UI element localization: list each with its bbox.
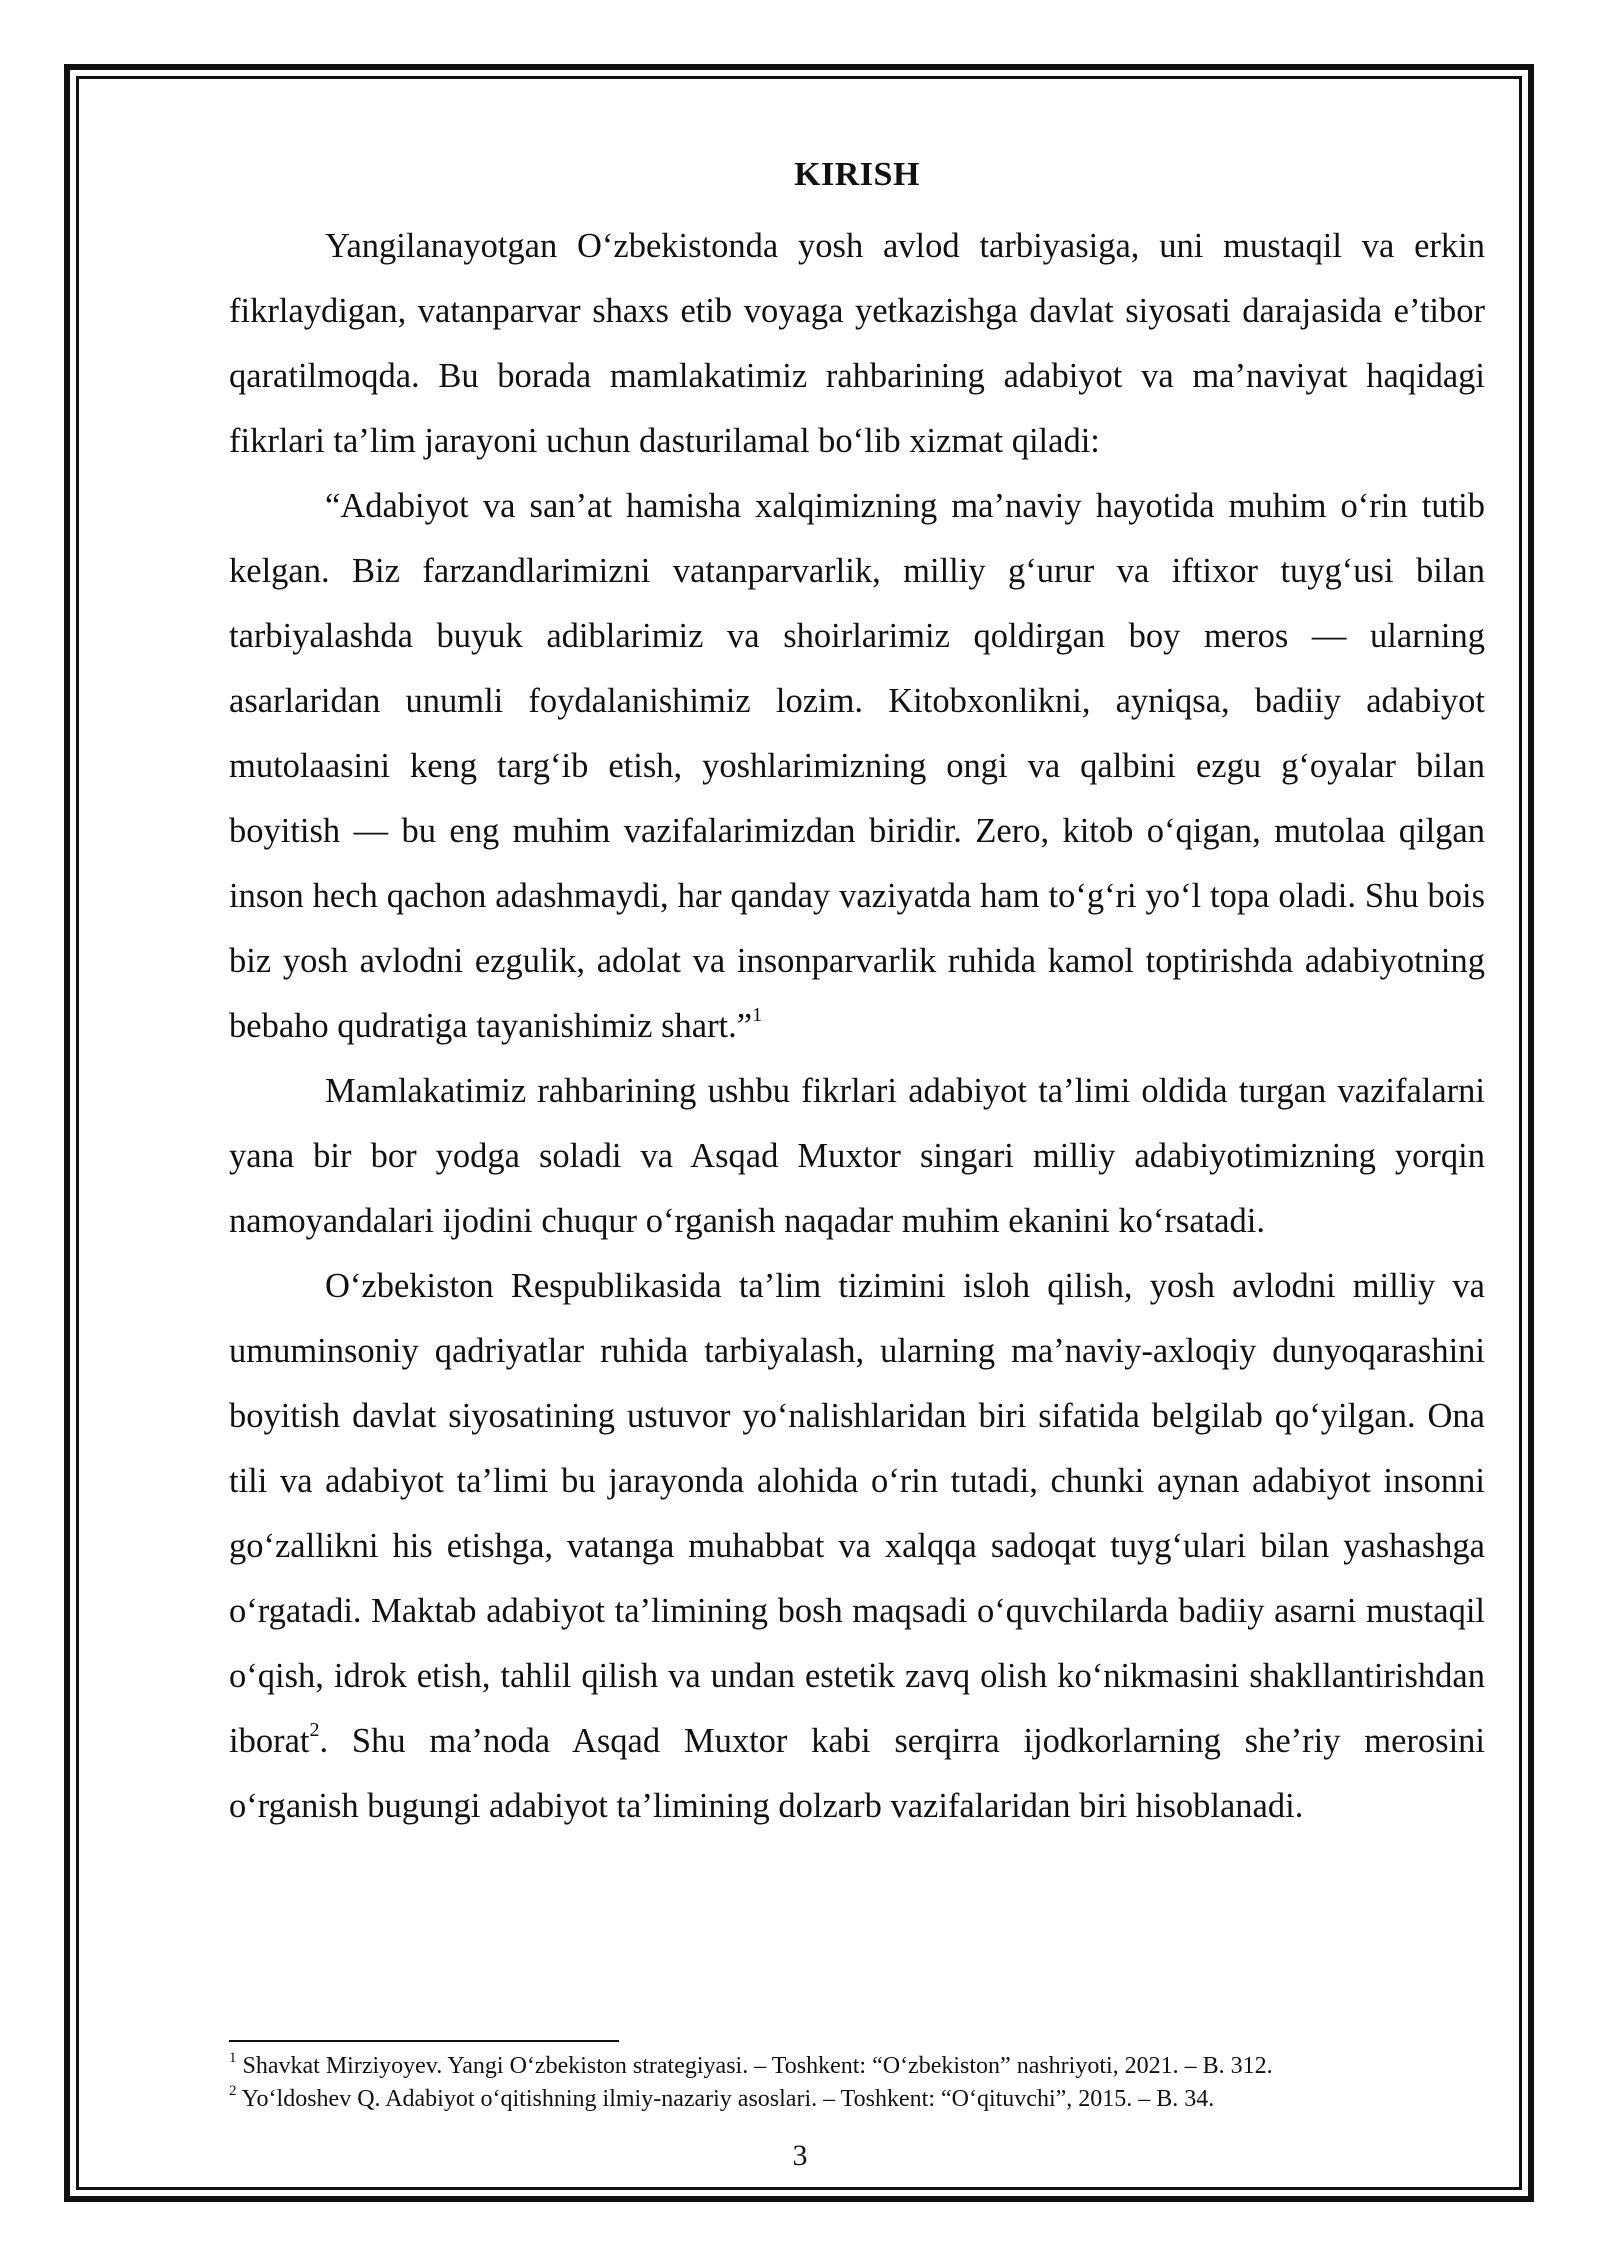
footnote-text: Shavkat Mirziyoyev. Yangi O‘zbekiston strategiyasi. – Toshkent: “O‘zbekiston” nashriyoti, 2021. – B. 312. bbox=[236, 2053, 1273, 2079]
footnote-2 bbox=[229, 2083, 1485, 2116]
footnotes bbox=[229, 2050, 1485, 2116]
paragraph-text: Yangilanayotgan O‘zbekistonda yosh avlod tarbiyasiga, uni mustaqil va erkin fikrlaydigan, vatanparvar shaxs etib voyaga yetkazishga davlat siyosati darajasida e’tibor qaratilmoqda. Bu borada mamlakatimiz rahbarining adabiyot va ma’naviyat haqidagi fikrlari ta’lim jarayoni uchun dasturilamal bo‘lib xizmat qiladi: bbox=[229, 227, 1485, 460]
paragraph-text: “Adabiyot va san’at hamisha xalqimizning ma’naviy hayotida muhim o‘rin tutib kelgan. Biz farzandlarimizni vatanparvarlik, milliy g‘urur va iftixor tuyg‘usi bilan tarbiyalashda buyuk adiblarimiz va shoirlarimiz qoldirgan boy meros — ularning asarlaridan unumli foydalanishimiz lozim. Kitobxonlikni, ayniqsa, badiiy adabiyot mutolaasini keng targ‘ib etish, yoshlarimizning ongi va qalbini ezgu g‘oyalar bilan boyitish — bu eng muhim vazifalarimizdan biridir. Zero, kitob o‘qigan, mutolaa qilgan inson hech qachon adashmaydi, har qanday vaziyatda ham to‘g‘ri yo‘l topa oladi. Shu bois biz yosh avlodni ezgulik, adolat va insonparvarlik ruhida kamol toptirishda adabiyotning bebaho qudratiga tayanishimiz shart.” bbox=[229, 487, 1485, 1045]
footnote-ref-2[interactable]: 2 bbox=[309, 1718, 320, 1741]
paragraph-text-continued: . Shu ma’noda Asqad Muxtor kabi serqirra ijodkorlarning she’riy merosini o‘rganish bugungi adabiyot ta’limining dolzarb vazifalaridan biri hisoblanadi. bbox=[229, 1722, 1485, 1825]
paragraph-intro bbox=[229, 214, 1485, 474]
paragraph-quote bbox=[229, 474, 1485, 1059]
footnote-number: 1 bbox=[229, 2050, 237, 2066]
paragraph-commentary bbox=[229, 1059, 1485, 1254]
page-number: 3 bbox=[792, 2139, 808, 2172]
footnote-1 bbox=[229, 2050, 1485, 2083]
footnote-number: 2 bbox=[229, 2083, 237, 2099]
paragraph-text: Mamlakatimiz rahbarining ushbu fikrlari adabiyot ta’limi oldida turgan vazifalarni yana bir bor yodga soladi va Asqad Muxtor singari milliy adabiyotimizning yorqin namoyandalari ijodini chuqur o‘rganish naqadar muhim ekanini ko‘rsatadi. bbox=[229, 1072, 1485, 1240]
footnote-text: Yo‘ldoshev Q. Adabiyot o‘qitishning ilmiy-nazariy asoslari. – Toshkent: “O‘qituvchi”, 2015. – B. 34. bbox=[236, 2086, 1215, 2112]
paragraph-text: O‘zbekiston Respublikasida ta’lim tizimini isloh qilish, yosh avlodni milliy va umuminsoniy qadriyatlar ruhida tarbiyalash, ularning ma’naviy-axloqiy dunyoqarashini boyitish davlat siyosatining ustuvor yo‘nalishlaridan biri sifatida belgilab qo‘yilgan. Ona tili va adabiyot ta’limi bu jarayonda alohida o‘rin tutadi, chunki aynan adabiyot insonni go‘zallikni his etishga, vatanga muhabbat va xalqqa sadoqat tuyg‘ulari bilan yashashga o‘rgatadi. Maktab adabiyot ta’limining bosh maqsadi o‘quvchilarda badiiy asarni mustaqil o‘qish, idrok etish, tahlil qilish va undan estetik zavq olish ko‘nikmasini shakllantirishdan iborat bbox=[229, 1267, 1485, 1760]
document-body bbox=[229, 150, 1485, 1839]
paragraph-education bbox=[229, 1254, 1485, 1839]
section-title: KIRISH bbox=[794, 156, 920, 193]
footnote-ref-1[interactable]: 1 bbox=[752, 1003, 763, 1026]
footnote-separator bbox=[229, 2040, 619, 2042]
